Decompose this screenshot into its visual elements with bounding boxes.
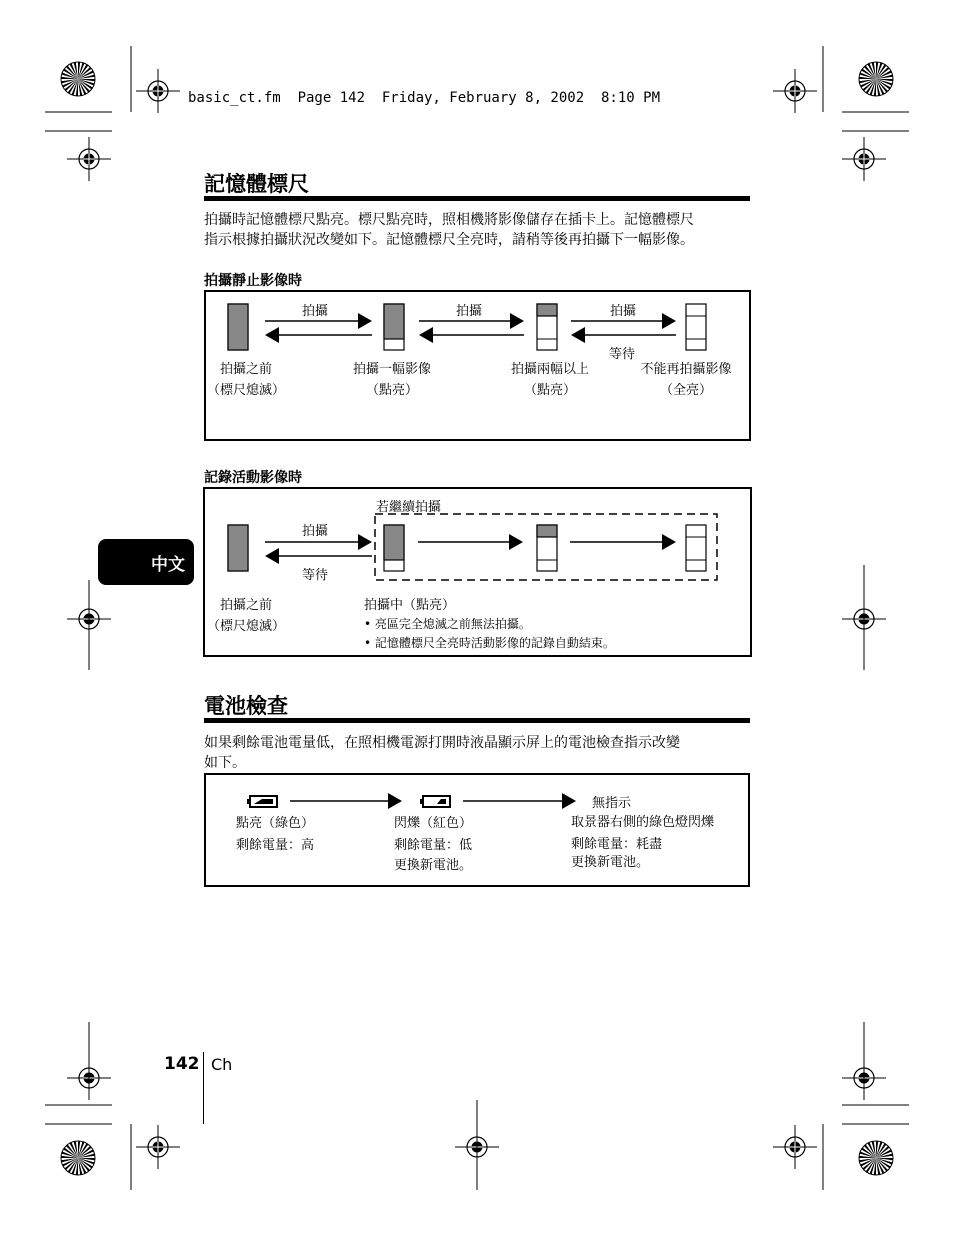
state-note: 更換新電池。 — [394, 858, 473, 873]
state-label: 拍攝一幅影像 — [352, 362, 431, 377]
state-note: 更換新電池。 — [571, 855, 650, 870]
state-sub-label: （全亮） — [659, 383, 712, 398]
bullet-note: • 記憶體標尺全亮時活動影像的記錄自動結束。 — [364, 636, 615, 650]
title-rule — [204, 196, 750, 201]
battery-state-1 — [394, 814, 472, 876]
movie-during-caption — [364, 594, 615, 651]
intro-line-1: 拍攝時記憶體標尺點亮。標尺點亮時，照相機將影像儲存在插卡上。記憶體標尺 — [204, 212, 694, 228]
state-sub-label: （標尺熄滅） — [206, 383, 285, 398]
state-sub-label: （點亮） — [365, 383, 418, 398]
state-label: 拍攝中（點亮） — [364, 598, 456, 613]
intro-line-1: 如果剩餘電池電量低，在照相機電源打開時液晶顯示屏上的電池檢查指示改變 — [204, 735, 680, 751]
state-sub-label: （點亮） — [523, 383, 576, 398]
movie-arrow-label: 拍攝 — [302, 524, 329, 539]
still-heading: 拍攝靜止影像時 — [204, 273, 302, 289]
still-state-0 — [204, 358, 288, 398]
intro-line-2: 指示根據拍攝狀況改變如下。記憶體標尺全亮時，請稍等後再拍攝下一幅影像。 — [204, 232, 694, 248]
state-label: 點亮（綠色） — [236, 816, 315, 831]
state-sub-label: 剩餘電量：耗盡 — [571, 837, 663, 852]
still-state-2 — [498, 358, 602, 398]
section-title-memory-gauge: 記憶體標尺 — [204, 172, 309, 196]
language-tab-label: 中文 — [151, 554, 185, 575]
memory-gauge-intro — [204, 210, 764, 250]
section-title-battery: 電池檢查 — [204, 694, 288, 718]
state-label: 拍攝兩幅以上 — [510, 362, 589, 377]
state-label: 拍攝之前 — [219, 362, 272, 377]
no-indicator-label: 無指示 — [592, 796, 632, 811]
movie-arrow-wait-label: 等待 — [302, 568, 329, 583]
battery-state-2 — [571, 814, 714, 872]
state-sub-label: 剩餘電量：低 — [394, 838, 473, 853]
footer-lang: Ch — [211, 1055, 233, 1074]
footer-divider — [203, 1052, 204, 1124]
continuous-label: 若繼續拍攝 — [376, 500, 442, 515]
page-number: 142 — [164, 1054, 200, 1074]
state-label: 閃爍（紅色） — [394, 816, 473, 831]
still-arrow-label-1: 拍攝 — [302, 304, 329, 319]
battery-state-0 — [236, 814, 314, 856]
file-header: basic_ct.fm Page 142 Friday, February 8, 2002 8:10 PM — [188, 90, 661, 106]
still-arrow-label-2: 拍攝 — [456, 304, 483, 319]
bullet-note: • 亮區完全熄滅之前無法拍攝。 — [364, 617, 531, 631]
still-state-3 — [626, 358, 746, 398]
intro-line-2: 如下。 — [204, 755, 246, 771]
still-arrow-label-3: 拍攝 — [610, 304, 637, 319]
still-state-1 — [340, 358, 444, 398]
still-arrow-wait-label: 等待 — [609, 347, 636, 362]
movie-before-caption — [204, 594, 288, 634]
battery-intro — [204, 733, 764, 773]
state-label: 不能再拍攝影像 — [640, 362, 732, 377]
state-sub-label: （標尺熄滅） — [206, 619, 285, 634]
state-sub-label: 剩餘電量：高 — [236, 838, 315, 853]
title-rule — [204, 718, 750, 723]
state-label: 取景器右側的綠色燈閃爍 — [571, 815, 715, 830]
movie-heading: 記錄活動影像時 — [204, 470, 302, 486]
state-label: 拍攝之前 — [219, 598, 272, 613]
language-tab — [98, 539, 194, 585]
